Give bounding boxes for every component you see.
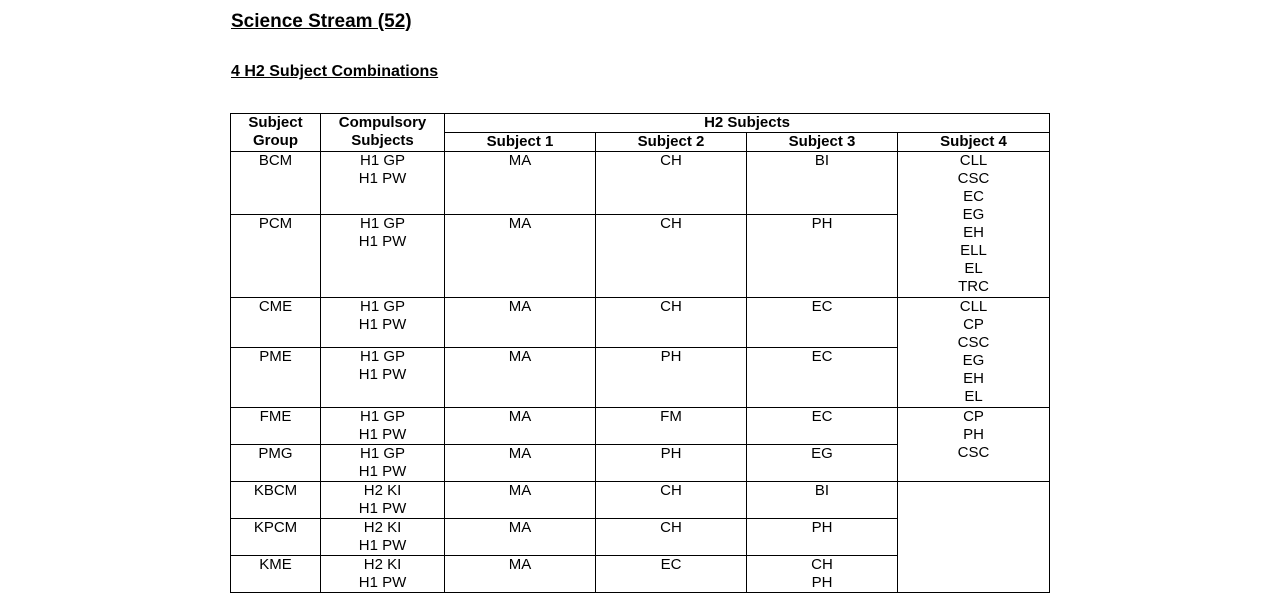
compulsory-line: H2 KI xyxy=(363,519,402,536)
subject4-option: PH xyxy=(963,426,984,443)
group-cell: PMG xyxy=(231,445,321,482)
header-compulsory-line1: Compulsory xyxy=(338,114,427,131)
header-subject-1: Subject 1 xyxy=(445,133,596,152)
compulsory-cell xyxy=(321,348,445,408)
subject4-option: CSC xyxy=(957,170,990,187)
subject4-option: TRC xyxy=(958,278,989,295)
subject4-option: EC xyxy=(963,188,984,205)
compulsory-line: H1 GP xyxy=(359,445,405,462)
subject4-option: EH xyxy=(963,370,984,387)
subject4-option: CLL xyxy=(959,298,988,315)
subject3-cell xyxy=(747,519,898,556)
compulsory-line: H1 GP xyxy=(359,215,405,232)
subject3-line: EC xyxy=(811,408,833,425)
compulsory-line: H2 KI xyxy=(363,556,402,573)
subject1-cell: MA xyxy=(445,482,596,519)
compulsory-line: H1 PW xyxy=(358,500,407,517)
compulsory-line: H1 GP xyxy=(359,348,405,365)
subject2-cell: EC xyxy=(596,556,747,593)
subject2-cell: FM xyxy=(596,408,747,445)
header-h2-subjects: H2 Subjects xyxy=(445,114,1050,133)
subject1-cell: MA xyxy=(445,519,596,556)
subject3-cell xyxy=(747,298,898,348)
compulsory-line: H1 PW xyxy=(358,316,407,333)
subject2-cell: CH xyxy=(596,215,747,298)
compulsory-line: H1 PW xyxy=(358,170,407,187)
subject4-option: CSC xyxy=(957,444,990,461)
table-row xyxy=(231,482,1050,519)
subject4-option: EH xyxy=(963,224,984,241)
compulsory-line: H1 GP xyxy=(359,152,405,169)
table-row xyxy=(231,152,1050,215)
subject4-option: ELL xyxy=(960,242,987,259)
subject4-option: EG xyxy=(962,206,985,223)
subject4-cell-empty xyxy=(898,482,1050,593)
subject4-cell-group2 xyxy=(898,298,1050,408)
compulsory-cell xyxy=(321,482,445,519)
subject3-cell xyxy=(747,408,898,445)
subject1-cell: MA xyxy=(445,556,596,593)
group-cell: CME xyxy=(231,298,321,348)
header-subject-group-line2: Group xyxy=(253,132,298,149)
subject4-cell-group1 xyxy=(898,152,1050,298)
compulsory-line: H2 KI xyxy=(363,482,402,499)
subject3-cell xyxy=(747,445,898,482)
subject2-cell: CH xyxy=(596,482,747,519)
table-row xyxy=(231,298,1050,348)
subject4-option: CP xyxy=(963,408,984,425)
subject2-cell: CH xyxy=(596,152,747,215)
compulsory-line: H1 GP xyxy=(359,408,405,425)
subject1-cell: MA xyxy=(445,348,596,408)
compulsory-line: H1 PW xyxy=(358,426,407,443)
header-subject-4: Subject 4 xyxy=(898,133,1050,152)
header-subject-group-line1: Subject xyxy=(248,114,303,131)
subject1-cell: MA xyxy=(445,298,596,348)
header-subject-group xyxy=(231,114,321,152)
subject2-cell: CH xyxy=(596,298,747,348)
header-compulsory xyxy=(321,114,445,152)
compulsory-line: H1 PW xyxy=(358,463,407,480)
subject4-option: CSC xyxy=(957,334,990,351)
compulsory-line: H1 PW xyxy=(358,574,407,591)
group-cell: KME xyxy=(231,556,321,593)
group-cell: KPCM xyxy=(231,519,321,556)
group-cell: PME xyxy=(231,348,321,408)
header-compulsory-line2: Subjects xyxy=(351,132,414,149)
compulsory-cell xyxy=(321,408,445,445)
compulsory-line: H1 GP xyxy=(359,298,405,315)
subject3-cell xyxy=(747,556,898,593)
subject4-option: CP xyxy=(963,316,984,333)
subject4-option: EL xyxy=(964,260,983,277)
subject4-option: EG xyxy=(962,352,985,369)
group-cell: PCM xyxy=(231,215,321,298)
header-subject-3: Subject 3 xyxy=(747,133,898,152)
subject2-cell: PH xyxy=(596,348,747,408)
page-title: Science Stream (52) xyxy=(231,11,412,32)
subject3-line: BI xyxy=(814,152,830,169)
subject1-cell: MA xyxy=(445,152,596,215)
header-subject-2: Subject 2 xyxy=(596,133,747,152)
subject3-line: EG xyxy=(811,445,833,462)
subject3-line: BI xyxy=(814,482,830,499)
compulsory-line: H1 PW xyxy=(358,537,407,554)
subject2-cell: PH xyxy=(596,445,747,482)
subject-combinations-table xyxy=(230,113,1050,593)
subject3-cell xyxy=(747,348,898,408)
subject1-cell: MA xyxy=(445,215,596,298)
section-subtitle: 4 H2 Subject Combinations xyxy=(231,63,439,80)
subject1-cell: MA xyxy=(445,408,596,445)
subject3-cell xyxy=(747,152,898,215)
compulsory-cell xyxy=(321,519,445,556)
compulsory-line: H1 PW xyxy=(358,233,407,250)
subject3-cell xyxy=(747,215,898,298)
subject3-line: CH xyxy=(811,556,833,573)
compulsory-line: H1 PW xyxy=(358,366,407,383)
subject4-option: CLL xyxy=(959,152,988,169)
compulsory-cell xyxy=(321,298,445,348)
subject3-line: EC xyxy=(811,298,833,315)
table-row xyxy=(231,408,1050,445)
subject3-line: EC xyxy=(811,348,833,365)
compulsory-cell xyxy=(321,152,445,215)
subject2-cell: CH xyxy=(596,519,747,556)
subject3-line: PH xyxy=(811,215,833,232)
subject3-line: PH xyxy=(811,519,833,536)
subject3-line: PH xyxy=(811,574,833,591)
subject4-cell-group3 xyxy=(898,408,1050,482)
subject1-cell: MA xyxy=(445,445,596,482)
subject3-cell xyxy=(747,482,898,519)
group-cell: BCM xyxy=(231,152,321,215)
compulsory-cell xyxy=(321,445,445,482)
subject4-option: EL xyxy=(964,388,983,405)
compulsory-cell xyxy=(321,556,445,593)
group-cell: KBCM xyxy=(231,482,321,519)
compulsory-cell xyxy=(321,215,445,298)
group-cell: FME xyxy=(231,408,321,445)
